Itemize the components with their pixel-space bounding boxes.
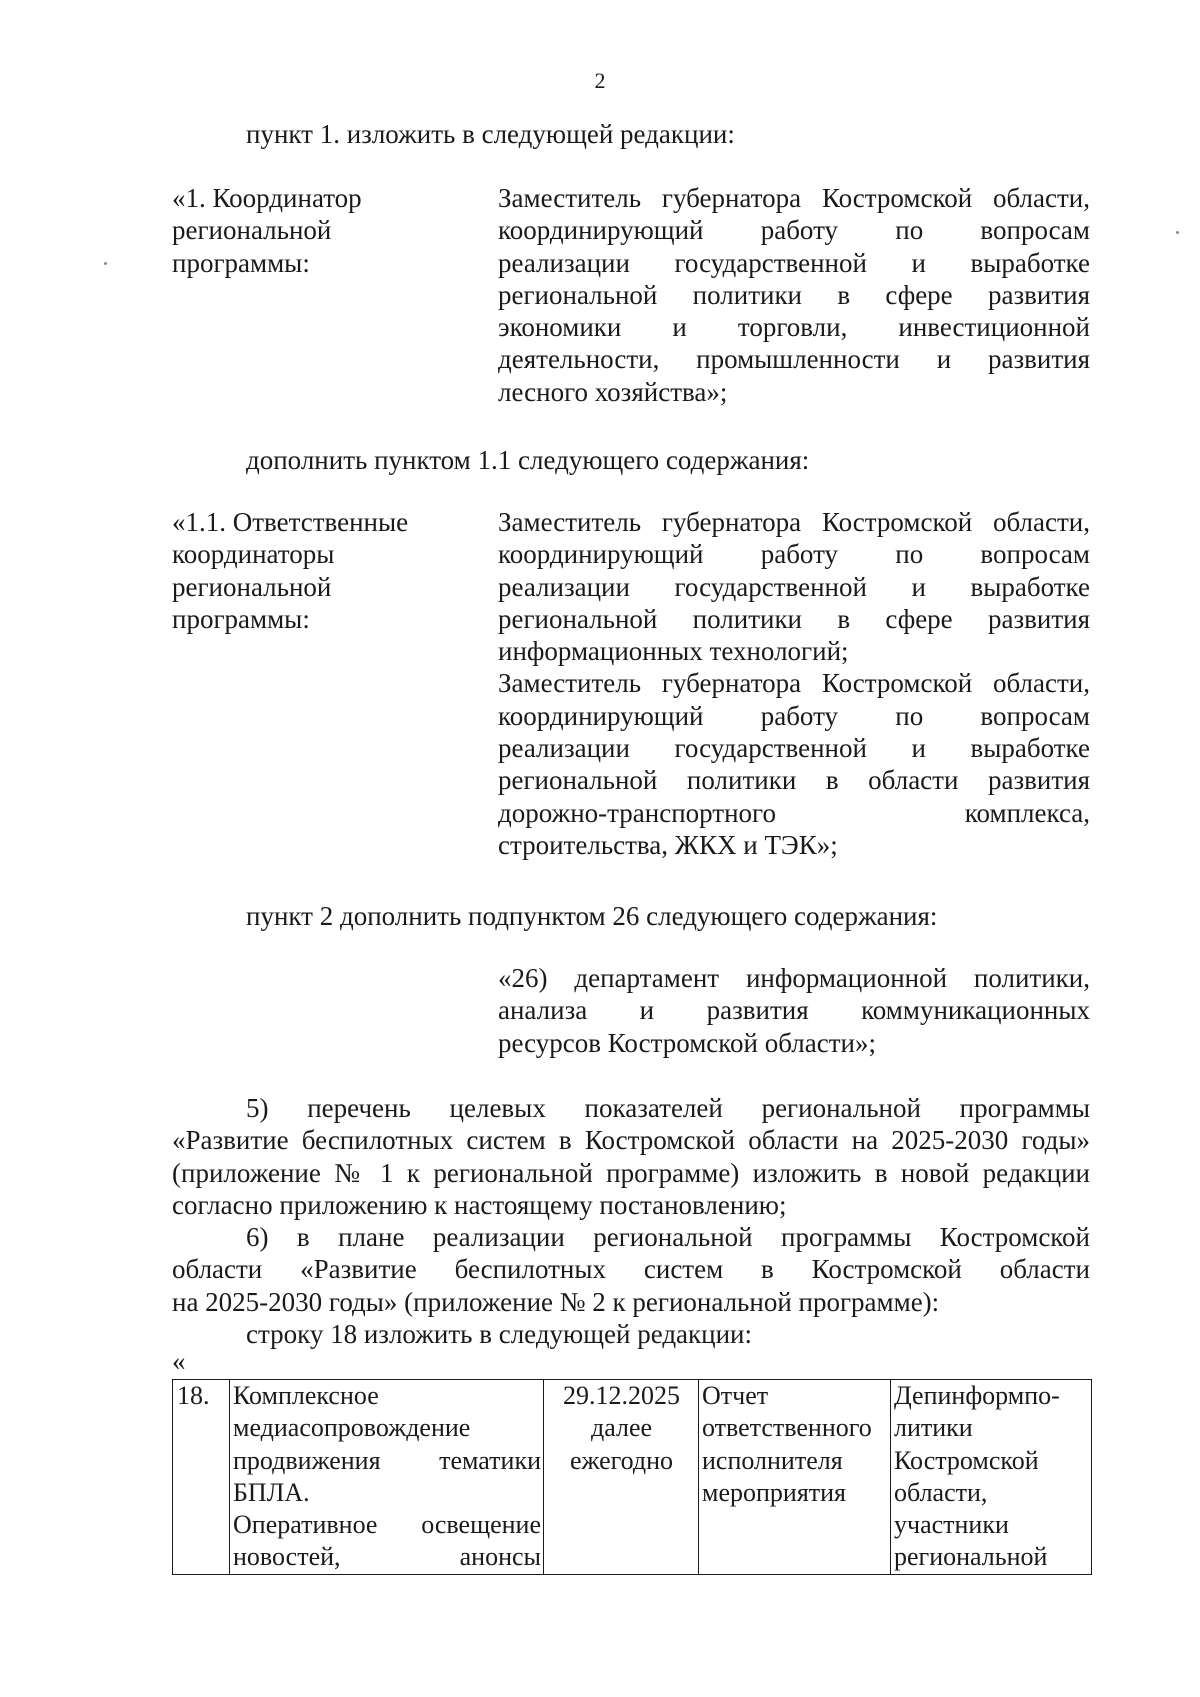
responsible-text-line: региональной политики в сфере развития	[498, 603, 1090, 634]
activity-line: Комплексное	[233, 1381, 379, 1410]
subitem-26-line: «26) департамент информационной политики,	[498, 963, 1090, 993]
activity-line: Оперативное освещение	[233, 1510, 541, 1540]
activity-cell	[230, 1380, 544, 1575]
coordinator-label-line: «1. Координатор	[172, 183, 362, 213]
amendment-intro-item-1: пункт 1. изложить в следующей редакции:	[246, 119, 735, 149]
responsible-text-line: строительства, ЖКХ и ТЭК»;	[498, 829, 838, 860]
coordinator-text-line: экономики и торговли, инвестиционной	[498, 312, 1090, 343]
coordinator-text-line: реализации государственной и выработке	[498, 247, 1090, 278]
page-number: 2	[594, 68, 606, 93]
coordinator-text-line: координирующий работу по вопросам	[498, 215, 1090, 246]
executor-line: участники	[894, 1510, 1009, 1540]
deadline-cell	[544, 1380, 699, 1575]
deadline-line: далее	[590, 1413, 653, 1443]
coordinator-label-line: программы:	[172, 247, 310, 278]
executor-line: Депинформпо-	[894, 1381, 1060, 1410]
activity-line: новостей, анонсы	[233, 1542, 541, 1572]
subitem-26-line: ресурсов Костромской области»;	[498, 1027, 876, 1058]
deadline-line: ежегодно	[569, 1445, 674, 1475]
activity-line: продвижения тематики	[233, 1445, 541, 1475]
plan-table-row-18	[172, 1379, 1092, 1575]
result-line: исполнителя	[702, 1445, 843, 1475]
coordinator-text-line: деятельности, промышленности и развития	[498, 344, 1090, 375]
table-row	[173, 1380, 1092, 1575]
responsible-label-line: «1.1. Ответственные	[172, 507, 409, 537]
item-6-line: области «Развитие беспилотных систем в Костромской области	[172, 1254, 1090, 1285]
item-6-line: 6) в плане реализации региональной программы Костромской	[246, 1222, 1090, 1252]
item-5-paragraph	[172, 1092, 1090, 1221]
coordinator-text-line: Заместитель губернатора Костромской области,	[498, 183, 1090, 213]
coordinator-text-line: региональной политики в сфере развития	[498, 279, 1090, 310]
row-18-intro: строку 18 изложить в следующей редакции:	[246, 1319, 753, 1349]
scan-artifact	[1176, 231, 1179, 234]
item-5-line: (приложение № 1 к региональной программе) изложить в новой редакции	[172, 1157, 1090, 1188]
responsible-label	[172, 506, 472, 635]
opening-quote-mark: «	[172, 1346, 186, 1376]
coordinator-label	[172, 182, 472, 279]
coordinator-text-line: лесного хозяйства»;	[498, 376, 728, 407]
item-5-line: 5) перечень целевых показателей региональной программы	[246, 1093, 1090, 1123]
result-line: Отчет	[702, 1381, 769, 1410]
executor-line: региональной	[894, 1542, 1048, 1572]
row-number-cell	[173, 1380, 230, 1575]
responsible-label-line: координаторы	[172, 539, 335, 570]
activity-line: медиасопровождение	[233, 1413, 471, 1443]
executor-line: области,	[894, 1477, 988, 1507]
scan-artifact	[104, 262, 107, 265]
item-5-line: «Развитие беспилотных систем в Костромской области на 2025-2030 годы»	[172, 1125, 1090, 1156]
result-line: мероприятия	[702, 1477, 847, 1507]
subitem-26-line: анализа и развития коммуникационных	[498, 995, 1090, 1026]
responsible-label-line: региональной	[172, 571, 332, 602]
subitem-26-text	[498, 962, 1090, 1059]
amendment-intro-item-2: пункт 2 дополнить подпунктом 26 следующего содержания:	[246, 901, 938, 931]
responsible-text-line: координирующий работу по вопросам	[498, 539, 1090, 570]
executor-cell	[891, 1380, 1092, 1575]
responsible-text-line: реализации государственной и выработке	[498, 733, 1090, 764]
responsible-text-line: координирующий работу по вопросам	[498, 700, 1090, 731]
result-line: ответственного	[702, 1413, 872, 1443]
amendment-intro-item-1-1: дополнить пунктом 1.1 следующего содержания:	[246, 445, 810, 475]
responsible-text-line: информационных технологий;	[498, 636, 849, 667]
item-5-line: согласно приложению к настоящему постановлению;	[172, 1189, 787, 1220]
responsible-text-line: дорожно-транспортного комплекса,	[498, 797, 1090, 828]
result-cell	[699, 1380, 891, 1575]
executor-line: Костромской	[894, 1445, 1039, 1475]
deadline-line: 29.12.2025	[563, 1381, 680, 1410]
responsible-label-line: программы:	[172, 603, 310, 634]
coordinator-text	[498, 182, 1090, 408]
responsible-text-line: Заместитель губернатора Костромской области,	[498, 507, 1090, 537]
responsible-text-line: региональной политики в области развития	[498, 765, 1090, 796]
activity-line: БПЛА.	[233, 1477, 310, 1507]
item-6-paragraph	[172, 1221, 1090, 1318]
coordinator-label-line: региональной	[172, 215, 332, 246]
responsible-text	[498, 506, 1090, 861]
item-6-line: на 2025-2030 годы» (приложение № 2 к региональной программе):	[172, 1286, 940, 1317]
row-number: 18.	[177, 1381, 210, 1410]
responsible-text-line: Заместитель губернатора Костромской области,	[498, 668, 1090, 699]
executor-line: литики	[894, 1413, 973, 1443]
responsible-text-line: реализации государственной и выработке	[498, 571, 1090, 602]
